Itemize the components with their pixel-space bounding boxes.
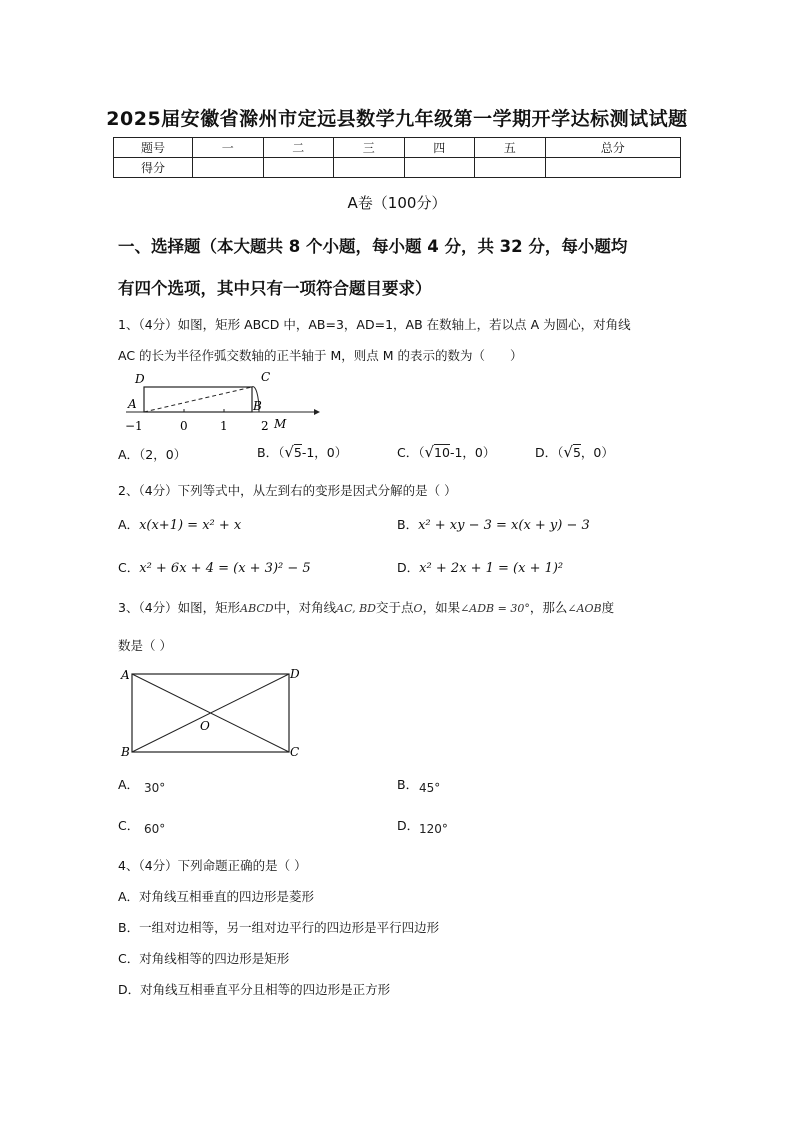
q3-text: 度 — [601, 600, 615, 615]
q3-label-d: D — [290, 667, 300, 681]
q3-option-b-value: 45° — [419, 781, 441, 795]
part1-heading-line1: 一、选择题（本大题共 8 个小题，每小题 4 分，共 32 分，每小题均 — [118, 237, 628, 256]
radicand: 5 — [572, 445, 581, 460]
q3-figure — [118, 664, 308, 764]
q1-label-a: A — [128, 397, 137, 411]
q2-option-d — [397, 558, 563, 576]
option-expression: x² + 2x + 1 = (x + 1)² — [419, 561, 564, 576]
score-blank — [334, 158, 405, 178]
q1-stem-line2: AC 的长为半径作弧交数轴的正半轴于 M，则点 M 的表示的数为（ ） — [118, 348, 523, 363]
q4-stem: 4、（4分）下列命题正确的是（ ） — [118, 858, 307, 873]
q2-option-a — [118, 515, 241, 533]
score-blank — [263, 158, 334, 178]
q1-option-c — [397, 443, 495, 461]
score-cell-2: 二 — [263, 138, 334, 158]
q3-math: AC, BD — [336, 602, 377, 615]
q3-math: ∠AOB — [567, 602, 602, 615]
score-row-label: 得分 — [114, 158, 193, 178]
q3-stem-line2: 数是（ ） — [118, 638, 172, 653]
q3-stem-line1 — [118, 598, 614, 616]
option-label: B． — [397, 517, 419, 532]
q3-label-c: C — [290, 745, 300, 759]
q3-math: ∠ADB = 30° — [460, 602, 530, 615]
q3-text: ，如果 — [422, 600, 461, 615]
option-label: C． — [118, 560, 140, 575]
option-expression: x² + 6x + 4 = (x + 3)² − 5 — [139, 561, 311, 576]
q3-option-a-label: A． — [118, 777, 140, 792]
score-blank — [193, 158, 264, 178]
score-cell-3: 三 — [334, 138, 405, 158]
option-label: D． — [397, 560, 420, 575]
option-label: A． — [118, 517, 140, 532]
radicand: 5 — [293, 445, 302, 460]
q3-option-c-value: 60° — [144, 822, 166, 836]
q3-option-b-label: B． — [397, 777, 419, 792]
q3-option-d-label: D． — [397, 818, 420, 833]
q3-text: 3、（4分）如图，矩形 — [118, 600, 241, 615]
option-text: C．（ — [397, 445, 425, 460]
q2-option-c — [118, 558, 311, 576]
q1-tick-label: 0 — [180, 419, 188, 433]
q1-label-d: D — [135, 372, 145, 386]
sqrt-icon: √ — [563, 443, 573, 461]
part1-heading-line2: 有四个选项，其中只有一项符合题目要求） — [118, 279, 432, 298]
score-cell-5: 五 — [475, 138, 546, 158]
q1-figure — [118, 366, 328, 436]
q4-option-b: B．一组对边相等，另一组对边平行的四边形是平行四边形 — [118, 920, 440, 935]
option-text: B．（ — [257, 445, 285, 460]
q1-label-c: C — [261, 370, 271, 384]
q3-option-a-value: 30° — [144, 781, 166, 795]
score-table — [113, 137, 681, 178]
q1-option-d — [535, 443, 614, 461]
q1-stem-line1: 1、（4分）如图，矩形 ABCD 中，AB=3，AD=1，AB 在数轴上，若以点 A 为圆心，对角线 — [118, 317, 631, 332]
option-text: -1，0） — [301, 445, 348, 460]
q3-text: ，那么 — [529, 600, 568, 615]
q1-label-m: M — [274, 417, 287, 431]
score-cell-total: 总分 — [545, 138, 681, 158]
score-blank — [545, 158, 681, 178]
score-blank — [404, 158, 475, 178]
q3-option-c-label: C． — [118, 818, 140, 833]
q3-label-o: O — [200, 719, 210, 733]
score-table-header-row — [114, 138, 681, 158]
q3-math: O — [413, 602, 423, 615]
q2-option-b — [397, 515, 590, 533]
q1-tick-label: 2 — [261, 419, 269, 433]
q2-stem: 2、（4分）下列等式中，从左到右的变形是因式分解的是（ ） — [118, 483, 457, 498]
q4-option-d: D．对角线互相垂直平分且相等的四边形是正方形 — [118, 982, 391, 997]
q1-option-b — [257, 443, 347, 461]
sqrt-icon: √ — [424, 443, 435, 461]
q1-diagonal-ac — [144, 387, 252, 412]
q1-label-b: B — [253, 399, 262, 413]
option-text: D．（ — [535, 445, 564, 460]
q3-text: 中，对角线 — [273, 600, 337, 615]
sqrt-icon: √ — [284, 443, 294, 461]
score-blank — [475, 158, 546, 178]
q1-tick-label: −1 — [125, 419, 143, 433]
score-cell-label: 题号 — [114, 138, 193, 158]
score-cell-1: 一 — [193, 138, 264, 158]
q3-label-b: B — [121, 745, 130, 759]
option-expression: x(x+1) = x² + x — [139, 518, 242, 533]
q1-axis-arrow — [314, 409, 320, 415]
option-text: -1，0） — [449, 445, 496, 460]
q3-math: ABCD — [240, 602, 274, 615]
page-title: 2025届安徽省滁州市定远县数学九年级第一学期开学达标测试试题 — [106, 108, 688, 130]
q1-option-a: A．（2，0） — [118, 447, 187, 462]
q4-option-c: C．对角线相等的四边形是矩形 — [118, 951, 290, 966]
q1-tick-label: 1 — [220, 419, 228, 433]
radicand: 10 — [434, 445, 450, 460]
q3-option-d-value: 120° — [419, 822, 448, 836]
q3-label-a: A — [121, 668, 130, 682]
q4-option-a: A．对角线互相垂直的四边形是菱形 — [118, 889, 315, 904]
score-table-score-row — [114, 158, 681, 178]
score-cell-4: 四 — [404, 138, 475, 158]
option-expression: x² + xy − 3 = x(x + y) − 3 — [418, 518, 590, 533]
section-title: A卷（100分） — [347, 194, 447, 212]
option-text: ，0） — [580, 445, 614, 460]
q3-text: 交于点 — [376, 600, 414, 615]
